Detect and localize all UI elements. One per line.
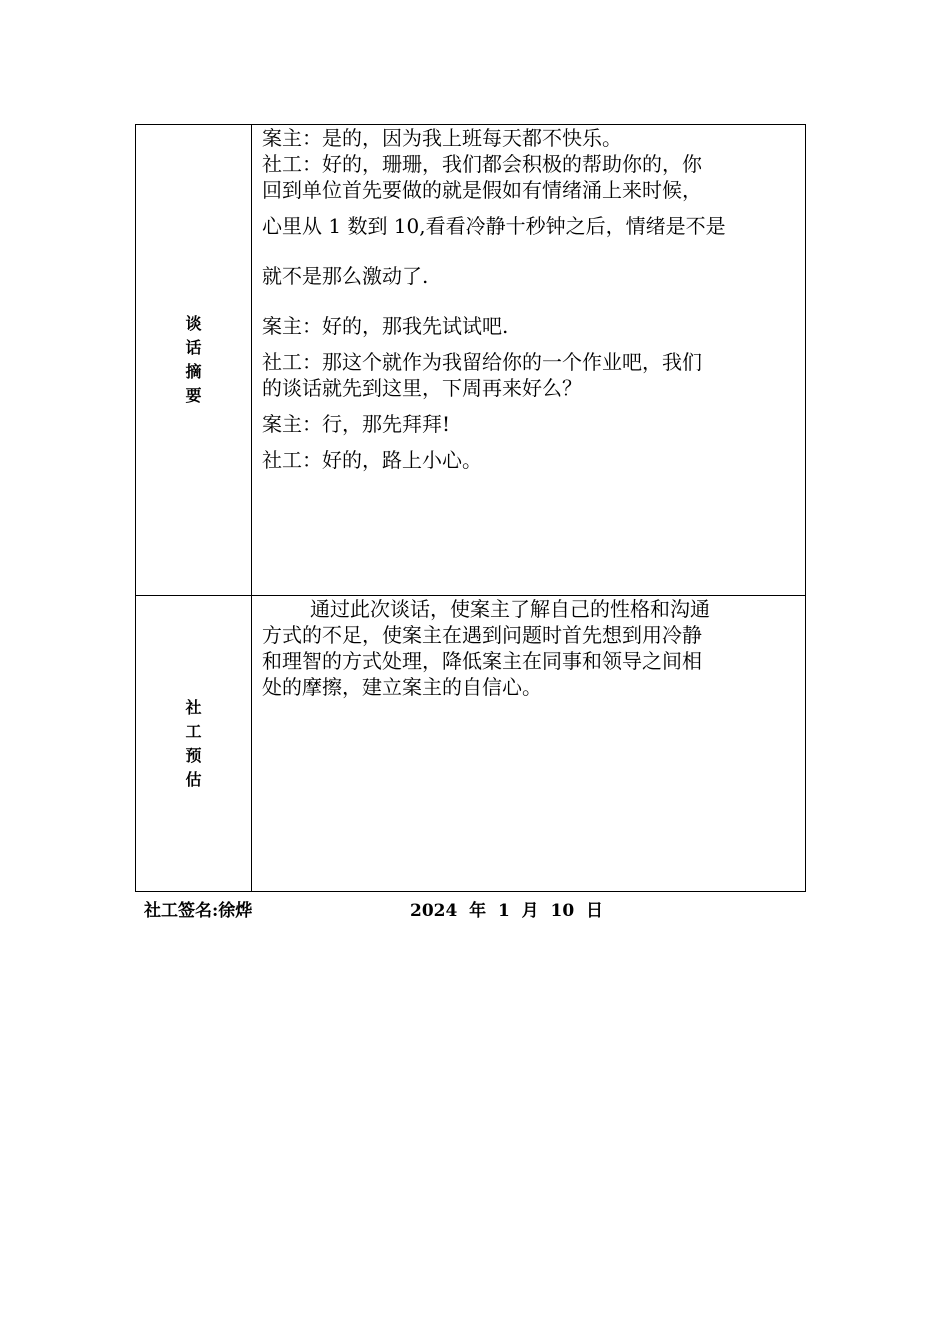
dialogue-line: 案主：好的，那我先试试吧. — [262, 314, 509, 338]
assessment-label-char: 预 — [185, 745, 202, 765]
assessment-content — [252, 596, 806, 892]
assessment-row — [136, 596, 806, 892]
assessment-label-char: 工 — [185, 721, 202, 741]
assessment-label-char: 估 — [185, 769, 202, 789]
summary-label-cell — [136, 125, 252, 596]
dialogue-line: 社工：好的，珊珊，我们都会积极的帮助你的，你 — [262, 152, 702, 176]
summary-content — [252, 125, 806, 596]
assessment-line: 通过此次谈话，使案主了解自己的性格和沟通 — [310, 597, 710, 621]
social-worker-signature: 社工签名:徐烨 — [144, 901, 253, 921]
dialogue-line: 心里从 1 数到 10,看看冷静十秒钟之后，情绪是不是 — [262, 214, 726, 238]
signature-date: 2024 年 1 月 10 日 — [410, 901, 603, 921]
dialogue-line: 案主：行，那先拜拜! — [262, 412, 451, 436]
dialogue-line: 社工：那这个就作为我留给你的一个作业吧，我们 — [262, 350, 702, 374]
summary-label-char: 摘 — [185, 362, 202, 381]
assessment-label-cell — [136, 596, 252, 892]
assessment-label-char: 社 — [185, 697, 202, 717]
assessment-label — [185, 696, 201, 792]
record-table — [135, 124, 806, 892]
summary-label-char: 要 — [185, 386, 202, 405]
dialogue-line: 就不是那么激动了. — [262, 264, 429, 288]
assessment-line: 和理智的方式处理，降低案主在同事和领导之间相 — [262, 649, 702, 673]
signature-footer — [135, 893, 806, 919]
summary-row — [136, 125, 806, 596]
dialogue-line: 社工：好的，路上小心。 — [262, 448, 482, 472]
assessment-line: 方式的不足，使案主在遇到问题时首先想到用冷静 — [262, 623, 702, 647]
summary-label-char: 谈 — [185, 314, 202, 333]
dialogue-line: 的谈话就先到这里，下周再来好么？ — [262, 376, 582, 400]
summary-label-char: 话 — [185, 338, 202, 357]
dialogue-line: 案主：是的，因为我上班每天都不快乐。 — [262, 126, 622, 150]
assessment-line: 处的摩擦，建立案主的自信心。 — [262, 675, 542, 699]
summary-label — [185, 312, 201, 408]
dialogue-line: 回到单位首先要做的就是假如有情绪涌上来时候， — [262, 178, 702, 202]
